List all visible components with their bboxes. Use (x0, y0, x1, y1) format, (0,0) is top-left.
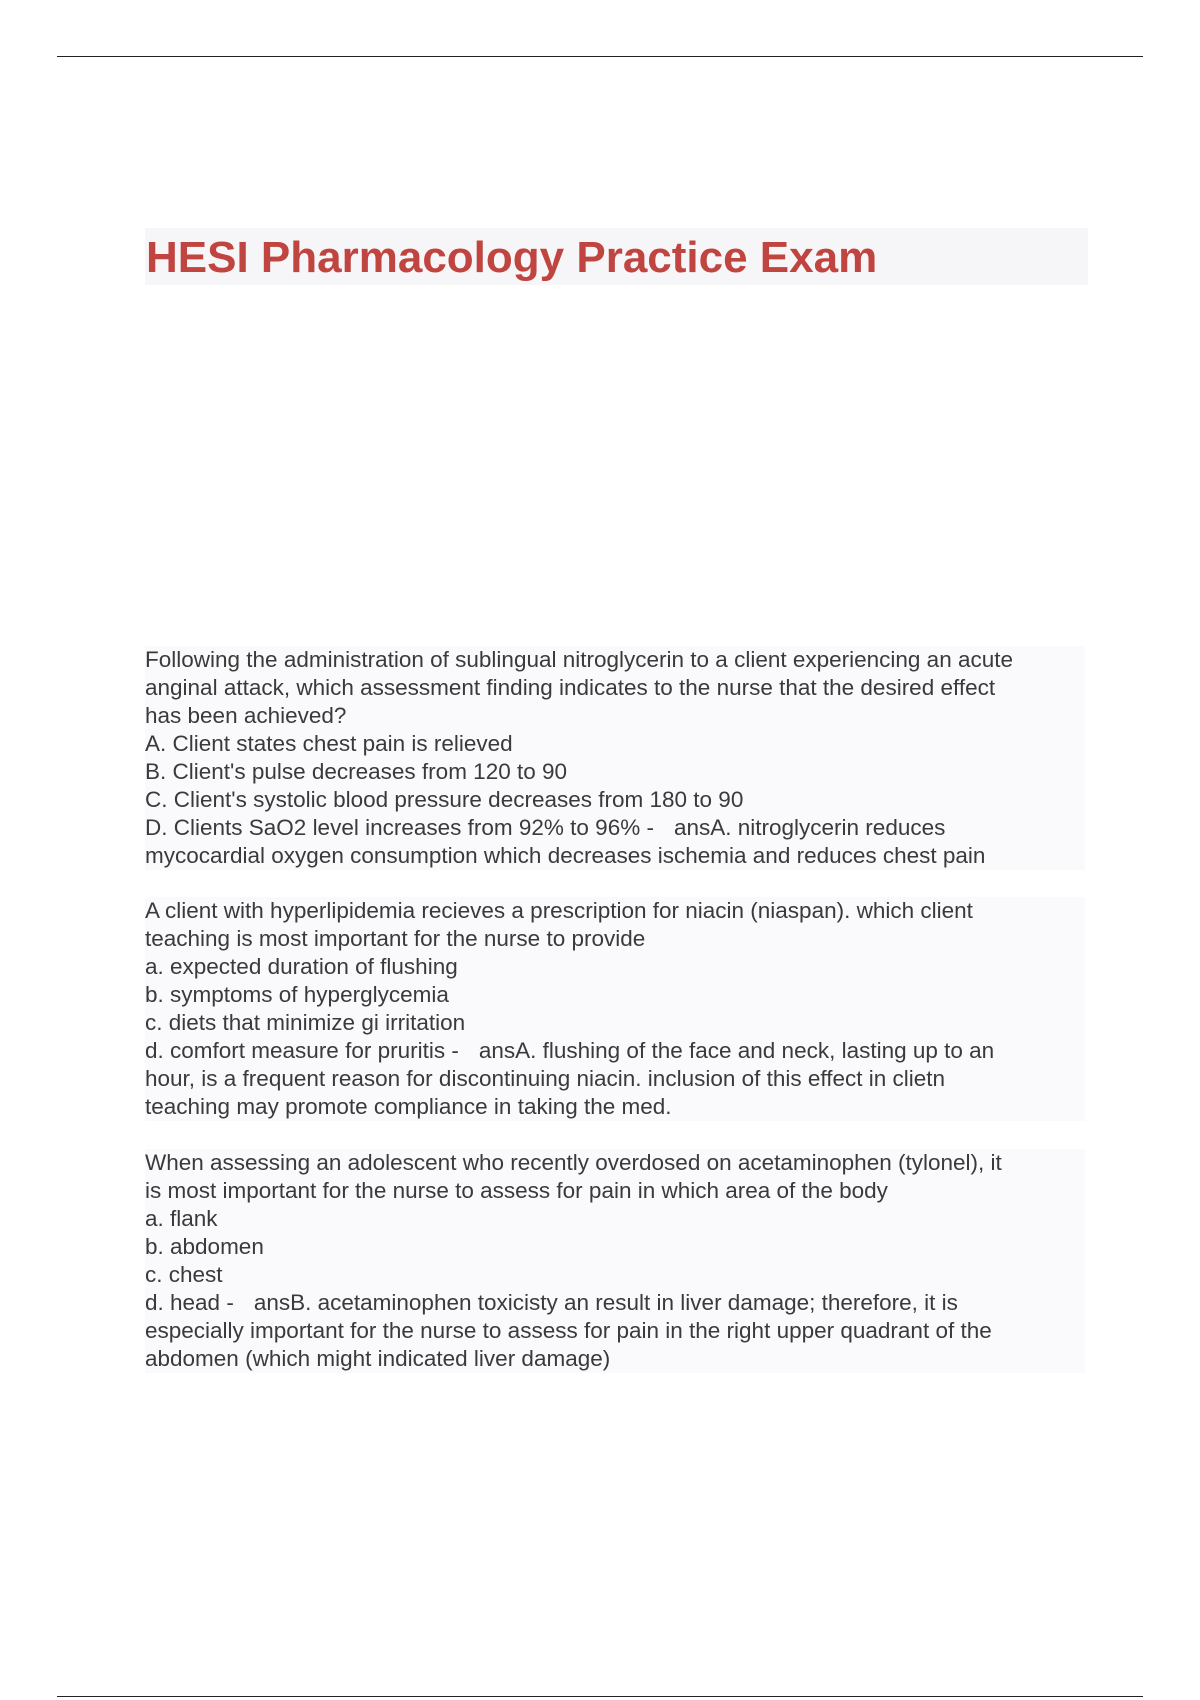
question-block-3 (145, 1149, 1085, 1373)
question-stem-line: anginal attack, which assessment finding indicates to the nurse that the desired effect (145, 674, 1085, 702)
answer-option-d: d. head - (145, 1290, 234, 1315)
question-stem-line: A client with hyperlipidemia recieves a prescription for niacin (niaspan). which client (145, 897, 1085, 925)
answer-rationale-line: especially important for the nurse to assess for pain in the right upper quadrant of the (145, 1317, 1085, 1345)
answer-option-d-line (145, 814, 1085, 842)
answer-option-c: c. chest (145, 1261, 1085, 1289)
question-block-2 (145, 897, 1085, 1121)
answer-option-d: d. comfort measure for pruritis - (145, 1038, 459, 1063)
page-title: HESI Pharmacology Practice Exam (146, 233, 878, 282)
answer-option-a: a. expected duration of flushing (145, 953, 1085, 981)
bottom-rule (57, 1696, 1143, 1697)
answer-option-c: C. Client's systolic blood pressure decreases from 180 to 90 (145, 786, 1085, 814)
question-stem-line: When assessing an adolescent who recently overdosed on acetaminophen (tylonel), it (145, 1149, 1085, 1177)
answer-option-a: a. flank (145, 1205, 1085, 1233)
answer-rationale-line: hour, is a frequent reason for discontinuing niacin. inclusion of this effect in clietn (145, 1065, 1085, 1093)
question-stem-line: is most important for the nurse to assess for pain in which area of the body (145, 1177, 1085, 1205)
answer-rationale-line: abdomen (which might indicated liver damage) (145, 1345, 1085, 1373)
answer-rationale-line: teaching may promote compliance in taking the med. (145, 1093, 1085, 1121)
answer-option-b: B. Client's pulse decreases from 120 to 90 (145, 758, 1085, 786)
answer-option-a: A. Client states chest pain is relieved (145, 730, 1085, 758)
answer-option-d-line (145, 1037, 1085, 1065)
question-stem-line: Following the administration of sublingual nitroglycerin to a client experiencing an acute (145, 646, 1085, 674)
top-rule (57, 56, 1143, 57)
answer-rationale: ansA. nitroglycerin reduces (673, 815, 946, 840)
question-stem-line: teaching is most important for the nurse to provide (145, 925, 1085, 953)
answer-rationale: ansB. acetaminophen toxicisty an result in liver damage; therefore, it is (253, 1290, 958, 1315)
answer-option-d: D. Clients SaO2 level increases from 92% to 96% - (145, 815, 654, 840)
answer-rationale: ansA. flushing of the face and neck, lasting up to an (478, 1038, 995, 1063)
question-block-1 (145, 646, 1085, 870)
answer-rationale-line: mycocardial oxygen consumption which decreases ischemia and reduces chest pain (145, 842, 1085, 870)
question-stem-line: has been achieved? (145, 702, 1085, 730)
answer-option-b: b. abdomen (145, 1233, 1085, 1261)
answer-option-c: c. diets that minimize gi irritation (145, 1009, 1085, 1037)
answer-option-b: b. symptoms of hyperglycemia (145, 981, 1085, 1009)
answer-option-d-line (145, 1289, 1085, 1317)
